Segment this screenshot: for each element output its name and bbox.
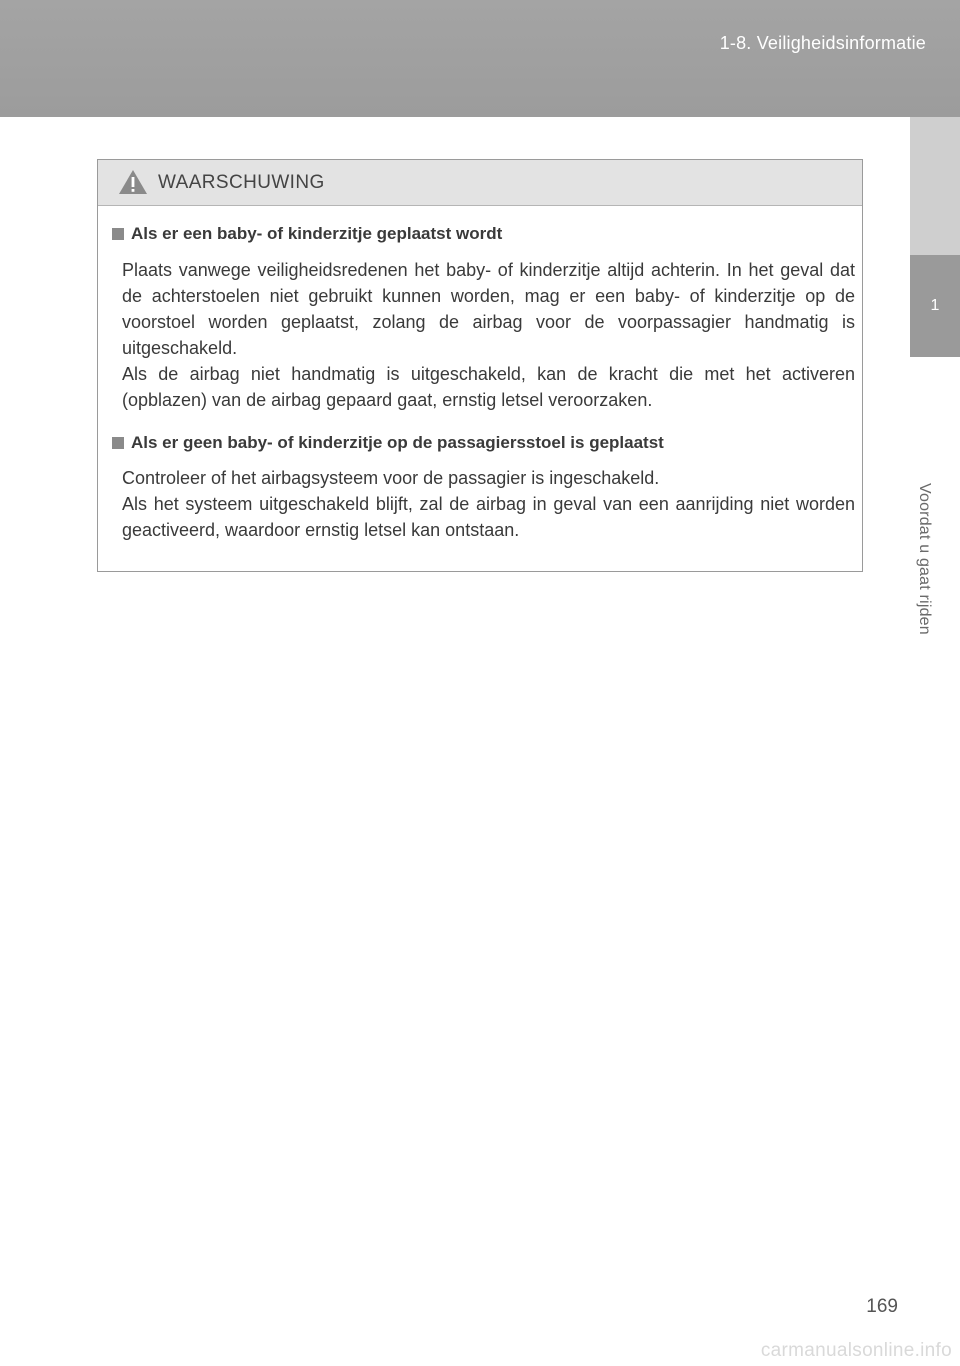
chapter-title: Voordat u gaat rijden bbox=[916, 483, 933, 635]
item-heading bbox=[98, 430, 664, 456]
warning-triangle-icon bbox=[118, 169, 148, 195]
item-heading bbox=[98, 221, 502, 247]
warning-title: WAARSCHUWING bbox=[158, 172, 325, 193]
square-bullet-icon bbox=[112, 228, 124, 240]
side-tab-dark-segment bbox=[910, 255, 960, 357]
item-heading-text: Als er een baby- of kinderzitje geplaatst wordt bbox=[131, 224, 503, 243]
section-title: 1-8. Veiligheidsinformatie bbox=[719, 33, 926, 53]
square-bullet-icon bbox=[112, 437, 124, 449]
side-tab-light-segment bbox=[910, 117, 960, 255]
item-body bbox=[122, 257, 855, 413]
header-band bbox=[0, 0, 960, 117]
item-body bbox=[122, 465, 855, 543]
warning-header bbox=[98, 160, 862, 206]
warning-box bbox=[97, 159, 863, 572]
chapter-side-tab bbox=[910, 117, 960, 1366]
page-number: 169 bbox=[866, 1296, 898, 1317]
item-heading-text: Als er geen baby- of kinderzitje op de passagiersstoel is geplaatst bbox=[131, 433, 664, 452]
item-paragraph: Controleer of het airbagsysteem voor de passagier is ingeschakeld. bbox=[122, 468, 660, 488]
item-paragraph: Als de airbag niet handmatig is uitgeschakeld, kan de kracht die met het activeren (opblazen) van de airbag gepaard gaat, ernstig letsel veroorzaken. bbox=[122, 364, 855, 410]
item-paragraph: Als het systeem uitgeschakeld blijft, zal de airbag in geval van een aanrijding niet worden geactiveerd, waardoor ernstig letsel kan ontstaan. bbox=[122, 494, 855, 540]
chapter-number: 1 bbox=[930, 297, 940, 314]
item-paragraph: Plaats vanwege veiligheidsredenen het baby- of kinderzitje altijd achterin. In het geval dat de achterstoelen niet gebruikt kunnen worden, mag er een baby- of kinderzitje op de voorstoel worden geplaatst, zolang de airbag voor de voorpassagier handmatig is uitgeschakeld. bbox=[122, 260, 855, 358]
watermark: carmanualsonline.info bbox=[760, 1340, 952, 1361]
